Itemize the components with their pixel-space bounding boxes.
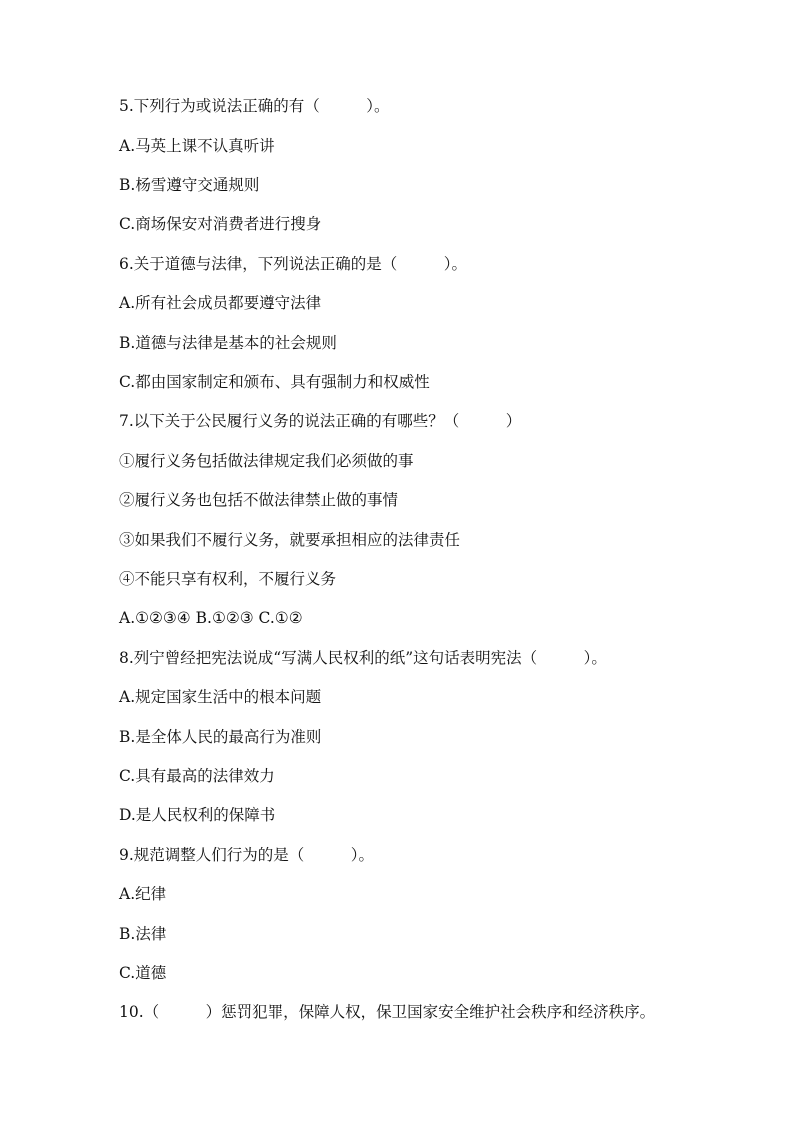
question-7-statement-4: ④不能只享有权利，不履行义务: [119, 570, 337, 588]
question-8-option-b: B.是全体人民的最高行为准则: [119, 728, 322, 746]
question-6-option-c: C.都由国家制定和颁布、具有强制力和权威性: [119, 373, 430, 391]
question-7-statement-2: ②履行义务也包括不做法律禁止做的事情: [119, 491, 399, 509]
question-7-options: A.①②③④ B.①②③ C.①②: [119, 609, 303, 627]
question-9-option-b: B.法律: [119, 925, 167, 943]
question-10: 10.（ ）惩罚犯罪，保障人权，保卫国家安全维护社会秩序和经济秩序。: [119, 1003, 656, 1021]
question-7: 7.以下关于公民履行义务的说法正确的有哪些？（ ）: [119, 412, 522, 430]
question-5-option-a: A.马英上课不认真听讲: [119, 137, 275, 155]
question-7-statement-3: ③如果我们不履行义务，就要承担相应的法律责任: [119, 531, 461, 549]
question-8: 8.列宁曾经把宪法说成“写满人民权利的纸”这句话表明宪法（ ）。: [119, 649, 607, 667]
question-5-option-b: B.杨雪遵守交通规则: [119, 176, 260, 194]
question-8-option-a: A.规定国家生活中的根本问题: [119, 688, 322, 706]
question-6: 6.关于道德与法律，下列说法正确的是（ ）。: [119, 255, 468, 273]
question-6-option-b: B.道德与法律是基本的社会规则: [119, 334, 337, 352]
question-7-statement-1: ①履行义务包括做法律规定我们必须做的事: [119, 452, 414, 470]
question-9: 9.规范调整人们行为的是（ ）。: [119, 846, 375, 864]
question-5-option-c: C.商场保安对消费者进行搜身: [119, 215, 322, 233]
question-8-option-c: C.具有最高的法律效力: [119, 767, 275, 785]
question-9-option-a: A.纪律: [119, 885, 167, 903]
question-5: 5.下列行为或说法正确的有（ ）。: [119, 97, 390, 115]
question-8-option-d: D.是人民权利的保障书: [119, 806, 276, 824]
question-6-option-a: A.所有社会成员都要遵守法律: [119, 294, 322, 312]
question-9-option-c: C.道德: [119, 964, 167, 982]
